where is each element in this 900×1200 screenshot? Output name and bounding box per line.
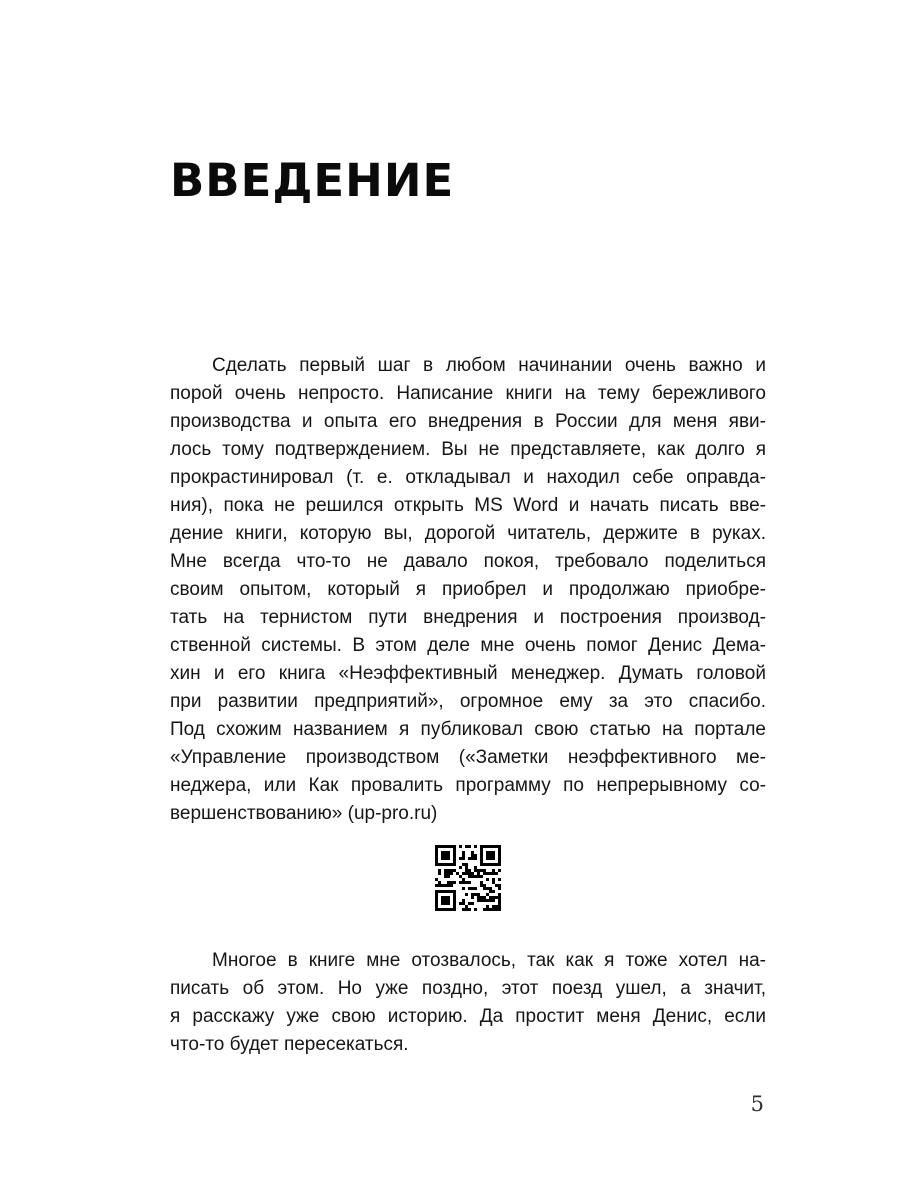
text-line: я расскажу уже свою историю. Да простит меня Денис, если [170,1006,766,1027]
text-line: своим опытом, который я приобрел и продолжаю приобре- [170,579,766,600]
text-line: тать на тернистом пути внедрения и построения производ- [170,607,766,628]
text-line: лось тому подтверждением. Вы не представляете, как долго я [170,439,766,460]
body-text [170,352,766,1059]
page-number: 5 [750,1092,764,1116]
text-line: ния), пока не решился открыть MS Word и начать писать вве- [170,495,766,516]
text-line: хин и его книга «Неэффективный менеджер. Думать головой [170,663,766,684]
text-line: Мне всегда что-то не давало покоя, требовало поделиться [170,551,766,572]
text-line: писать об этом. Но уже поздно, этот поезд ушел, а значит, [170,978,766,999]
text-line: производства и опыта его внедрения в России для меня яви- [170,411,766,432]
text-line: неджера, или Как провалить программу по непрерывному со- [170,775,766,796]
text-line: Сделать первый шаг в любом начинании очень важно и [212,355,766,376]
paragraph-closing [170,947,766,1059]
text-line: Многое в книге мне отозвалось, так как я тоже хотел на- [212,950,766,971]
qr-code-image [435,845,501,911]
text-line: дение книги, которую вы, дорогой читатель, держите в руках. [170,523,766,544]
text-line: порой очень непросто. Написание книги на тему бережливого [170,383,766,404]
paragraph-intro [170,352,766,828]
text-line: ственной системы. В этом деле мне очень помог Денис Дема- [170,635,766,656]
chapter-heading: ВВЕДЕНИЕ [170,154,455,207]
text-line: что-то будет пересекаться. [170,1034,409,1055]
text-line: Под схожим названием я публиковал свою статью на портале [170,719,766,740]
text-line: вершенствованию» (up-pro.ru) [170,803,438,824]
text-line: при развитии предприятий», огромное ему за это спасибо. [170,691,766,712]
text-line: «Управление производством («Заметки неэффективного ме- [170,747,766,768]
text-line: прокрастинировал (т. е. откладывал и находил себе оправда- [170,467,766,488]
